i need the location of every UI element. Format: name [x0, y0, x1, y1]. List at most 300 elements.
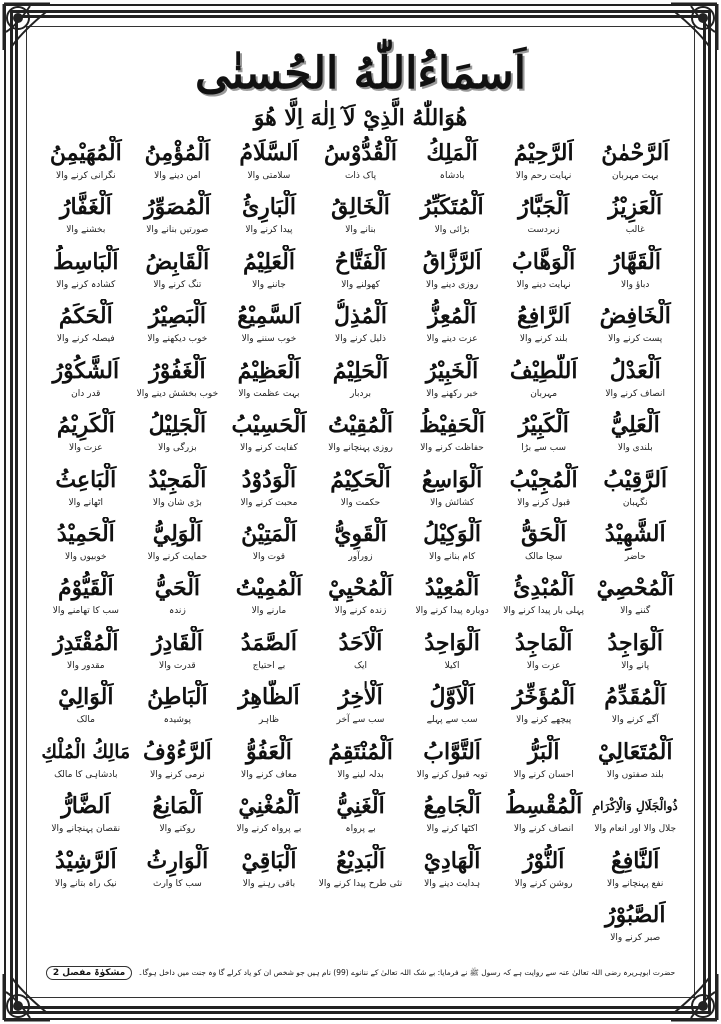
name-cell: [223, 517, 315, 571]
name-cell: [406, 626, 498, 680]
name-cell: [406, 517, 498, 571]
name-cell: [589, 789, 681, 843]
name-cell: [40, 789, 132, 843]
name-meaning: بخشنے والا: [66, 225, 106, 236]
name-meaning: خوب بخشش دینے والا: [136, 388, 219, 399]
name-cell: [223, 735, 315, 789]
name-cell: [132, 245, 224, 299]
divine-name: اَلشَّهِيْدُ: [604, 520, 666, 547]
name-meaning: آگے کرنے والا: [611, 715, 659, 726]
divine-name: اَلْمُحْصِيْ: [596, 575, 674, 602]
divine-name: اَلْمُذِلُّ: [333, 303, 388, 330]
name-cell: [315, 735, 407, 789]
name-cell: [406, 136, 498, 190]
name-cell: [315, 463, 407, 517]
divine-name: اَلْجَبَّارُ: [518, 194, 570, 221]
name-cell: [223, 354, 315, 408]
name-cell: [132, 408, 224, 462]
page-title: اَسمَاءُاللّٰهُ الحُسنٰی: [195, 48, 526, 99]
name-cell: [315, 844, 407, 898]
name-meaning: کفایت کرنے والا: [240, 443, 298, 454]
divine-name: اَلْمَلِكُ: [426, 140, 478, 166]
name-meaning: نرمی کرنے والا: [150, 769, 205, 780]
divine-name: اَلضَّارُّ: [61, 793, 111, 820]
divine-name: اَلْمُغْنِيْ: [238, 793, 300, 820]
name-cell: [589, 136, 681, 190]
divine-name: اَلْبَرُّ: [527, 738, 560, 765]
name-meaning: بے احتیاج: [252, 660, 286, 671]
name-cell: [589, 571, 681, 625]
name-meaning: بلندی والا: [617, 443, 653, 454]
name-meaning: پوشیدہ: [163, 715, 192, 726]
divine-name: اَلْوَكِيْلُ: [423, 520, 482, 547]
name-meaning: بزرگی والا: [158, 443, 197, 454]
divine-name: اَلْقَوِيُّ: [334, 520, 387, 547]
name-meaning: سب کا تھامنے والا: [52, 606, 119, 617]
divine-name: اَلْوَلِيُّ: [152, 520, 202, 547]
name-meaning: محبت کرنے والا: [240, 497, 298, 508]
name-meaning: بڑی شان والا: [152, 497, 202, 508]
name-meaning: خوب دیکھنے والا: [147, 334, 208, 345]
divine-name: اَلنُّوْرُ: [522, 847, 565, 874]
name-meaning: نگہبان: [622, 497, 648, 508]
name-cell: [589, 844, 681, 898]
divine-name: اَلرَّافِعُ: [517, 303, 571, 330]
divine-name: اَلْخَبِيْرُ: [425, 357, 479, 384]
name-meaning: بلند صفتوں والا: [606, 769, 664, 780]
name-meaning: حفاظت کرنے والا: [420, 443, 484, 454]
name-cell: [40, 680, 132, 734]
name-meaning: بڑائی والا: [434, 225, 470, 236]
divine-name: اَلْحَفِيْظُ: [419, 412, 485, 439]
divine-name: اَلْغَفُوْرُ: [149, 357, 206, 384]
divine-name: اَلْبَدِيْعُ: [336, 847, 385, 874]
divine-name: اَلصَّمَدُ: [240, 629, 298, 656]
name-meaning: بے پرواہ کرنے والا: [236, 824, 302, 835]
name-meaning: غالب: [625, 225, 645, 236]
name-cell: [132, 626, 224, 680]
name-meaning: امن دینے والا: [154, 171, 201, 181]
divine-name: اَلْمُقْتَدِرُ: [53, 629, 119, 656]
name-meaning: حمایت کرنے والا: [147, 551, 208, 562]
name-cell: [40, 245, 132, 299]
name-meaning: سب سے بڑا: [521, 443, 567, 454]
name-cell: [40, 299, 132, 353]
name-meaning: باقی رہنے والا: [242, 878, 296, 889]
name-cell: [223, 680, 315, 734]
name-meaning: نفع پہنچانے والا: [607, 878, 664, 889]
name-cell: [223, 245, 315, 299]
name-meaning: دوبارہ پیدا کرنے والا: [415, 606, 489, 617]
name-meaning: پیچھے کرنے والا: [516, 715, 572, 726]
name-meaning: بادشاہ: [439, 171, 465, 181]
divine-name: اَلْجَلِيْلُ: [148, 412, 207, 439]
name-meaning: ظاہر: [258, 715, 280, 726]
divine-name: اَلصَّبُوْرُ: [604, 901, 666, 928]
name-meaning: پاک ذات: [344, 171, 377, 181]
divine-name: اَلتَّوَّابُ: [423, 738, 481, 765]
divine-name: اَلْمُبْدِئُ: [513, 575, 575, 602]
divine-name: اَلْمُمِيْتُ: [235, 575, 303, 602]
name-cell: [40, 408, 132, 462]
divine-name: اَلظَّاهِرُ: [238, 684, 300, 711]
name-cell: [223, 844, 315, 898]
name-meaning: پہلی بار پیدا کرنے والا: [503, 606, 585, 617]
divine-name: اَلْكَبِيْرُ: [518, 412, 569, 439]
name-meaning: عزت والا: [526, 660, 561, 671]
divine-name: اَلْحَيُّ: [154, 575, 201, 602]
name-cell: [406, 245, 498, 299]
name-meaning: معاف کرنے والا: [240, 769, 297, 780]
name-cell: [406, 571, 498, 625]
divine-name: اَلسَّمِيْعُ: [237, 303, 301, 330]
name-cell: [132, 571, 224, 625]
name-meaning: بلند کرنے والا: [519, 334, 568, 345]
divine-name: اَلْمُعِيْدُ: [424, 575, 480, 602]
name-cell: [498, 354, 590, 408]
name-meaning: کشادہ کرنے والا: [56, 279, 116, 290]
name-cell: [132, 680, 224, 734]
divine-name: اَلْمُصَوِّرُ: [144, 194, 211, 221]
name-cell: [498, 190, 590, 244]
name-meaning: صبر کرنے والا: [610, 932, 661, 943]
name-meaning: اکٹھا کرنے والا: [426, 824, 478, 835]
divine-name: اَلْوَاحِدُ: [424, 629, 480, 656]
name-meaning: بہت مہربان: [612, 171, 659, 181]
divine-name: اَلشَّكُوْرُ: [52, 357, 120, 384]
name-cell: [223, 190, 315, 244]
divine-name: اَلرَّحِيْمُ: [513, 140, 574, 166]
name-cell: [132, 789, 224, 843]
name-meaning: قوت والا: [252, 551, 286, 562]
divine-name: اَلْمُؤَخِّرُ: [512, 684, 575, 711]
name-cell: [40, 190, 132, 244]
name-cell: [406, 735, 498, 789]
divine-name: اَلْعَزِيْزُ: [608, 194, 663, 221]
divine-name: اَلْبَاعِثُ: [55, 466, 117, 493]
name-cell: [223, 463, 315, 517]
name-cell: [315, 299, 407, 353]
divine-name: اَلْبَاسِطُ: [53, 248, 119, 275]
name-cell: [406, 680, 498, 734]
name-cell: [498, 517, 590, 571]
name-cell: [132, 136, 224, 190]
divine-name: اَلْمُجِيْبُ: [509, 466, 578, 493]
name-meaning: روزی پہنچانے والا: [328, 443, 393, 454]
name-meaning: سلامتی والا: [247, 171, 291, 181]
name-cell: [40, 844, 132, 898]
divine-name: اَلْوَاجِدُ: [607, 629, 663, 656]
divine-name: اَلنَّافِعُ: [611, 847, 660, 874]
name-cell: [406, 844, 498, 898]
name-cell: [498, 735, 590, 789]
divine-name: اَلْاَحَدُ: [338, 629, 383, 656]
hadith-text: حضرت ابوہریرہ رضی اللہ تعالیٰ عنہ سے روایت ہے کہ رسول ﷺ نے فرمایا: بے شک اللہ تعالیٰ کے ننانوے (99) نام ہیں جو شخص ان کو یاد کرلے گا وہ جنت میں داخل ہوگا۔: [138, 967, 676, 977]
divine-name: اَلْمُقَدِّمُ: [604, 684, 667, 711]
divine-name: اَلْمُتَعَالِيْ: [597, 738, 673, 765]
divine-name: اَلْاٰخِرُ: [338, 684, 383, 711]
name-meaning: خوب سننے والا: [241, 334, 297, 345]
divine-name: اَلْقُدُّوْسُ: [324, 140, 397, 166]
name-cell: [132, 844, 224, 898]
divine-name: اَلْمُقْسِطُ: [505, 793, 583, 820]
name-cell: [406, 408, 498, 462]
name-meaning: اکیلا: [444, 660, 460, 671]
name-cell: [589, 408, 681, 462]
name-cell: [589, 898, 681, 944]
name-cell: [498, 626, 590, 680]
name-meaning: سب سے آخر: [336, 715, 385, 726]
divine-name: اَلْاَوَّلُ: [429, 684, 475, 711]
name-meaning: ذلیل کرنے والا: [335, 334, 387, 345]
divine-name: اَلْقَهَّارُ: [609, 248, 661, 275]
name-meaning: گننے والا: [620, 606, 651, 617]
name-cell: [315, 517, 407, 571]
name-meaning: خبر رکھنے والا: [426, 388, 478, 399]
divine-name: اَلْخَالِقُ: [331, 194, 390, 221]
name-cell: [223, 136, 315, 190]
name-meaning: نیک راہ بتانے والا: [54, 878, 117, 889]
name-meaning: فیصلہ کرنے والا: [56, 334, 115, 345]
name-cell: [223, 789, 315, 843]
divine-name: اَلْهَادِيْ: [423, 847, 481, 874]
name-cell: [40, 626, 132, 680]
name-meaning: بردبار: [349, 388, 372, 399]
name-cell: [498, 245, 590, 299]
name-meaning: کشائش والا: [430, 497, 475, 508]
divine-name: اَلْمُؤْمِنُ: [144, 140, 211, 166]
divine-name: اَللَّطِيْفُ: [509, 357, 578, 384]
name-meaning: سچا مالک: [524, 551, 563, 562]
name-cell: [40, 463, 132, 517]
divine-name: اَلْخَافِضُ: [599, 303, 671, 330]
name-cell: [223, 408, 315, 462]
divine-name: اَلْحَقُّ: [520, 520, 567, 547]
divine-name: اَلْقَيُّوْمُ: [58, 575, 114, 602]
divine-name: اَلْبَاقِيْ: [241, 847, 297, 874]
name-cell: [498, 844, 590, 898]
name-meaning: بے پرواہ: [345, 824, 376, 835]
name-meaning: کھولنے والا: [341, 279, 380, 290]
divine-name: اَلْمُهَيْمِنُ: [49, 140, 122, 166]
name-cell: [589, 463, 681, 517]
name-cell: [406, 354, 498, 408]
name-cell: [589, 299, 681, 353]
name-meaning: پست کرنے والا: [608, 334, 663, 345]
name-cell: [498, 136, 590, 190]
names-grid: [40, 136, 681, 944]
divine-name: مَالِكُ الْمُلْكِ: [41, 740, 131, 763]
name-meaning: زندہ: [168, 606, 186, 617]
divine-name: اَلْحَكَمُ: [58, 303, 113, 330]
name-meaning: توبہ قبول کرنے والا: [416, 769, 488, 780]
divine-name: اَلرَّشِيْدُ: [55, 847, 117, 874]
divine-name: اَلْمُقِيْتُ: [328, 412, 393, 439]
name-meaning: بنانے والا: [345, 225, 376, 236]
name-cell: [589, 626, 681, 680]
divine-name: اَلْقَابِضُ: [145, 248, 210, 275]
divine-name: اَلْوَاسِعُ: [421, 466, 483, 493]
divine-name: اَلرَّحْمٰنُ: [601, 140, 670, 166]
name-meaning: کام بنانے والا: [429, 551, 476, 562]
footer: [40, 960, 681, 986]
divine-name: اَلْعَظِيْمُ: [237, 357, 301, 384]
divine-name: اَلْقَادِرُ: [151, 629, 203, 656]
name-cell: [315, 354, 407, 408]
name-cell: [589, 517, 681, 571]
divine-name: اَلْبَارِئُ: [241, 194, 296, 221]
name-cell: [498, 571, 590, 625]
name-meaning: جلال والا اور انعام والا: [594, 824, 677, 835]
divine-name: اَلْمُنْتَقِمُ: [328, 738, 393, 765]
name-cell: [132, 190, 224, 244]
divine-name: اَلْمَاجِدُ: [514, 629, 573, 656]
name-cell: [223, 571, 315, 625]
name-meaning: قدرت والا: [159, 660, 196, 671]
divine-name: ذُوالْجَلَالِ وَالْاِكْرَامِ: [592, 799, 678, 814]
name-meaning: احسان کرنے والا: [513, 769, 574, 780]
name-meaning: مالک: [76, 715, 95, 726]
name-cell: [589, 680, 681, 734]
name-meaning: بدلہ لینے والا: [337, 769, 384, 780]
name-meaning: حاضر: [624, 551, 646, 562]
name-cell: [315, 245, 407, 299]
name-meaning: سب کا وارث: [152, 878, 202, 889]
divine-name: اَلْمُعِزُّ: [427, 303, 477, 330]
divine-name: اَلْحَكِيْمُ: [330, 466, 391, 493]
name-cell: [40, 354, 132, 408]
name-cell: [498, 299, 590, 353]
name-meaning: نقصان پہنچانے والا: [51, 824, 121, 835]
name-cell: [498, 408, 590, 462]
reference-badge: مشکوٰۃ مفصل 2: [46, 966, 132, 980]
name-cell: [132, 299, 224, 353]
page-subtitle: هُوَاللّٰهُ الَّذِيْ لَآ اِلٰهَ اِلَّا هُوَ: [253, 105, 468, 131]
name-meaning: حکمت والا: [340, 497, 381, 508]
name-cell: [589, 735, 681, 789]
name-meaning: زورآور: [348, 551, 373, 562]
name-cell: [40, 735, 132, 789]
name-cell: [315, 680, 407, 734]
name-meaning: صورتیں بنانے والا: [146, 225, 209, 236]
name-cell: [406, 463, 498, 517]
name-cell: [406, 299, 498, 353]
name-cell: [132, 517, 224, 571]
name-cell: [589, 245, 681, 299]
corner-ornament-icon: [2, 2, 52, 52]
name-cell: [132, 354, 224, 408]
name-meaning: مہربان: [530, 388, 558, 399]
name-meaning: دباؤ والا: [621, 279, 650, 290]
name-cell: [315, 190, 407, 244]
name-cell: [315, 408, 407, 462]
divine-name: اَلْعَفُوُّ: [245, 738, 292, 765]
divine-name: اَلْغَنِيُّ: [336, 793, 385, 820]
name-meaning: پیدا کرنے والا: [245, 225, 293, 236]
name-meaning: پانے والا: [621, 660, 650, 671]
name-cell: [406, 190, 498, 244]
divine-name: اَلْعَلِيُّ: [610, 412, 660, 439]
divine-name: اَلْمُتَكَبِّرُ: [420, 194, 484, 221]
name-meaning: انصاف کرنے والا: [513, 824, 574, 835]
name-cell: [589, 190, 681, 244]
name-meaning: روشن کرنے والا: [514, 878, 573, 889]
divine-name: اَلْجَامِعُ: [423, 793, 481, 820]
name-meaning: قدر دان: [71, 388, 101, 399]
name-cell: [223, 299, 315, 353]
divine-name: اَلْحَلِيْمُ: [332, 357, 389, 384]
name-cell: [315, 136, 407, 190]
name-cell: [315, 626, 407, 680]
divine-name: اَلْوَالِيْ: [58, 684, 114, 711]
divine-name: اَلْوَارِثُ: [146, 847, 209, 874]
name-meaning: عزت دینے والا: [426, 334, 478, 345]
name-meaning: مقدور والا: [66, 660, 105, 671]
divine-name: اَلْعَدْلُ: [609, 357, 661, 384]
name-meaning: روکنے والا: [159, 824, 196, 835]
divine-name: اَلرَّقِيْبُ: [603, 466, 668, 493]
divine-name: اَلسَّلَامُ: [239, 140, 299, 166]
name-cell: [315, 571, 407, 625]
name-cell: [498, 463, 590, 517]
name-meaning: مارنے والا: [251, 606, 287, 617]
divine-name: اَلْكَرِيْمُ: [56, 412, 115, 439]
name-meaning: نگرانی کرنے والا: [55, 171, 116, 181]
name-cell: [498, 680, 590, 734]
name-meaning: بادشاہی کا مالک: [54, 769, 118, 780]
name-meaning: روزی دینے والا: [425, 279, 479, 290]
name-meaning: ایک: [353, 660, 368, 671]
divine-name: اَلْبَصِيْرُ: [148, 303, 207, 330]
divine-name: اَلْحَسِيْبُ: [231, 412, 307, 439]
name-meaning: بہت عظمت والا: [238, 388, 300, 399]
name-meaning: نہایت رحم والا: [515, 171, 572, 181]
name-cell: [132, 735, 224, 789]
divine-name: اَلْغَفَّارُ: [59, 194, 112, 221]
name-meaning: ہدایت دینے والا: [424, 878, 481, 889]
name-meaning: زبردست: [527, 225, 560, 236]
name-cell: [40, 136, 132, 190]
divine-name: اَلْمَتِيْنُ: [241, 520, 297, 547]
divine-name: اَلْمَجِيْدُ: [148, 466, 207, 493]
name-cell: [406, 789, 498, 843]
divine-name: اَلْبَاطِنُ: [147, 684, 208, 711]
name-meaning: سب سے پہلے: [426, 715, 478, 726]
divine-name: اَلْفَتَّاحُ: [334, 248, 387, 275]
name-cell: [40, 517, 132, 571]
name-meaning: تنگ کرنے والا: [153, 279, 202, 290]
name-meaning: جاننے والا: [252, 279, 286, 290]
name-cell: [315, 789, 407, 843]
name-meaning: خوبیوں والا: [65, 551, 107, 562]
name-cell: [589, 354, 681, 408]
divine-name: اَلرَّءُوْفُ: [143, 738, 212, 765]
divine-name: اَلْعَلِيْمُ: [242, 248, 295, 275]
name-cell: [40, 571, 132, 625]
name-meaning: عزت والا: [68, 443, 103, 454]
name-meaning: انصاف کرنے والا: [605, 388, 666, 399]
divine-name: اَلْوَهَّابُ: [512, 248, 576, 275]
name-cell: [223, 626, 315, 680]
divine-name: اَلْمُحْيِيْ: [328, 575, 393, 602]
name-meaning: نئی طرح پیدا کرنے والا: [318, 878, 403, 889]
name-meaning: قبول کرنے والا: [517, 497, 571, 508]
name-cell: [132, 463, 224, 517]
name-meaning: نہایت دینے والا: [516, 279, 571, 290]
corner-ornament-icon: [669, 2, 719, 52]
divine-name: اَلْوَدُوْدُ: [241, 466, 297, 493]
divine-name: اَلْحَمِيْدُ: [56, 520, 115, 547]
